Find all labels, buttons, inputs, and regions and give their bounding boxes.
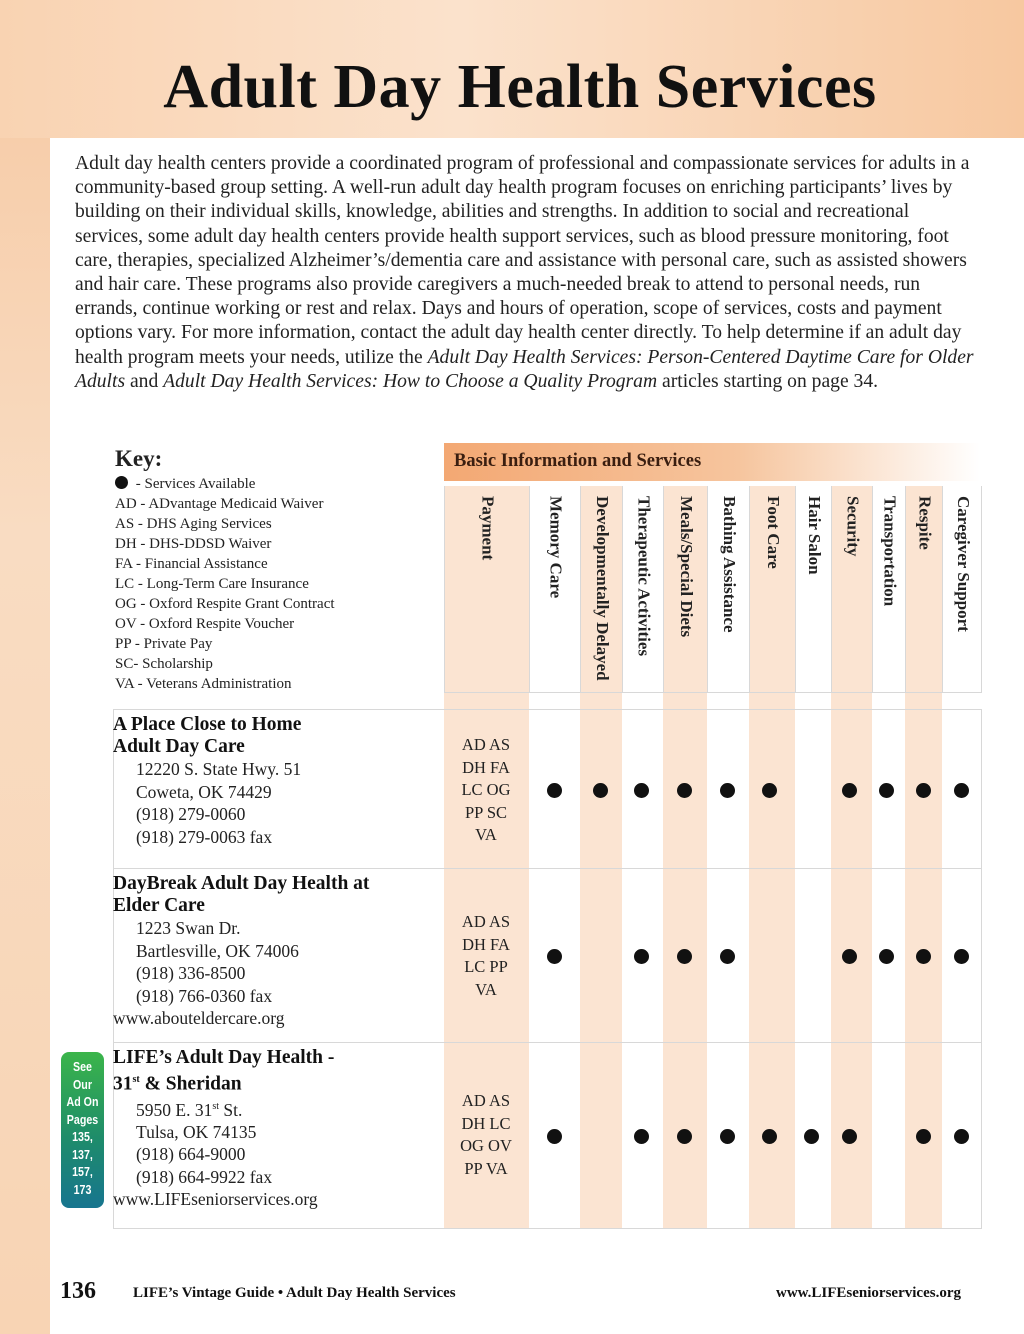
- key-item: PP - Private Pay: [115, 636, 213, 652]
- listing-name: Adult Day Care: [113, 736, 245, 757]
- column-header-label: Therapeutic Activities: [634, 496, 654, 657]
- service-available-dot: [954, 783, 969, 798]
- listing-name: LIFE’s Adult Day Health -: [113, 1047, 335, 1068]
- key-bullet-item: [115, 474, 435, 494]
- listing-website: www.abouteldercare.org: [113, 1008, 285, 1028]
- intro-paragraph: [75, 152, 975, 394]
- listing-entry: [113, 873, 443, 1030]
- column-header-payment: [444, 486, 530, 692]
- service-available-dot: [842, 783, 857, 798]
- column-header-bathing-assistance: [707, 486, 750, 692]
- badge-line: See: [73, 1059, 92, 1074]
- footer-url: www.LIFEseniorservices.org: [776, 1285, 961, 1301]
- service-available-dot: [634, 949, 649, 964]
- payment-codes: [444, 734, 528, 847]
- listing-address-line: 12220 S. State Hwy. 51: [136, 759, 302, 779]
- payment-code-line: LC OG: [461, 780, 511, 799]
- row-divider: [113, 1042, 982, 1043]
- payment-code-line: DH FA: [462, 757, 510, 777]
- service-available-dot: [634, 783, 649, 798]
- page-title: Adult Day Health Services: [163, 53, 877, 121]
- service-available-dot: [842, 1129, 857, 1144]
- payment-code-line: AD AS: [461, 912, 511, 931]
- payment-code-line: AD AS: [461, 1091, 511, 1110]
- key-bullet-label: - Services Available: [132, 476, 256, 492]
- payment-code-line: AD AS: [461, 735, 511, 754]
- service-available-dot: [879, 949, 894, 964]
- service-available-dot: [762, 1129, 777, 1144]
- article-title-2: Adult Day Health Services: How to Choose a Quality Program: [163, 370, 658, 392]
- service-available-dot: [954, 949, 969, 964]
- table-header-title: Basic Information and Services: [454, 451, 702, 471]
- service-available-dot: [762, 783, 777, 798]
- column-header-hair-salon: [795, 486, 832, 692]
- listing-name: A Place Close to Home: [113, 714, 302, 735]
- payment-code-line: LC PP: [464, 957, 508, 976]
- payment-code-line: DH LC: [461, 1113, 511, 1133]
- service-available-dot: [916, 783, 931, 798]
- payment-code-line: DH FA: [462, 934, 510, 954]
- service-available-dot: [720, 1129, 735, 1144]
- listing-entry: [113, 1047, 443, 1211]
- bullet-icon: [115, 476, 128, 489]
- table-grid-line: [113, 709, 982, 710]
- ordinal-suffix: st: [212, 1100, 219, 1112]
- column-header-label: Payment: [478, 496, 498, 561]
- column-header-label: Respite: [915, 496, 935, 550]
- table-grid-line: [981, 709, 982, 1228]
- service-available-dot: [954, 1129, 969, 1144]
- key-item: LC - Long-Term Care Insurance: [115, 576, 309, 592]
- column-header-label: Bathing Assistance: [720, 496, 739, 633]
- badge-line: 157,: [72, 1164, 93, 1179]
- key-item: OV - Oxford Respite Voucher: [115, 616, 295, 632]
- left-decorative-band: [0, 0, 50, 1334]
- key-item: FA - Financial Assistance: [115, 556, 268, 572]
- listing-address-line: 5950 E. 31st St.: [136, 1099, 243, 1120]
- table-header-band: [444, 443, 980, 481]
- listing-name: DayBreak Adult Day Health at: [113, 873, 370, 894]
- page-number: 136: [60, 1278, 96, 1304]
- service-available-dot: [547, 783, 562, 798]
- column-header-transportation: [872, 486, 906, 692]
- service-available-dot: [720, 783, 735, 798]
- service-available-dot: [677, 1129, 692, 1144]
- service-available-dot: [804, 1129, 819, 1144]
- column-header-therapeutic-activities: [622, 486, 664, 692]
- intro-text-2: and: [125, 370, 164, 392]
- column-header-label: Developmentally Delayed: [593, 496, 612, 681]
- badge-line: Our: [73, 1076, 92, 1092]
- payment-code-line: VA: [475, 825, 497, 844]
- listing-address-line: (918) 664-9000: [136, 1144, 246, 1165]
- listing-address-line: (918) 766-0360 fax: [136, 985, 273, 1006]
- key-legend: [115, 446, 435, 694]
- row-divider: [113, 1228, 982, 1229]
- column-header-caregiver-support: [942, 486, 983, 692]
- service-available-dot: [593, 783, 608, 798]
- badge-line: 173: [73, 1181, 92, 1197]
- footer-guide-title: LIFE’s Vintage Guide • Adult Day Health Services: [133, 1285, 456, 1301]
- column-header-label: Transportation: [880, 496, 900, 607]
- listing-address-line: (918) 279-0063 fax: [136, 826, 273, 847]
- column-header-label: Caregiver Support: [954, 496, 973, 632]
- column-header-label: Hair Salon: [805, 496, 824, 575]
- intro-text-1: Adult day health centers provide a coordinated program of professional and compassionate services for adults in a community-based group setting. A well-run adult day health program focuses on enriching participants’ lives by building on their individual skills, knowledge, abilities and strengths. In addition to social and recreational services, some adult day health centers provide health support services, such as blood pressure monitoring, foot care, therapies, specialized Alzheimer’s/dementia care and assistance with personal care, such as assisted showers and hair care. These programs also provide caregivers a much-needed break to attend to personal needs, run errands, continue working or rest and relax. Days and hours of operation, scope of services, costs and payment options vary. For more information, contact the adult day health center directly. To help determine if an adult day health program meets your needs, utilize the: [75, 153, 970, 368]
- badge-line: Ad On: [66, 1094, 99, 1109]
- listing-name: Elder Care: [113, 895, 205, 916]
- listing-address-line: Coweta, OK 74429: [136, 781, 272, 802]
- column-header-label: Meals/Special Diets: [677, 496, 696, 638]
- payment-code-line: PP VA: [464, 1158, 508, 1178]
- key-item: AD - ADvantage Medicaid Waiver: [115, 496, 324, 512]
- article-title-1: Adult Day Health Services: Person-Centered Daytime Care for Older Adults: [75, 346, 974, 392]
- listing-website: www.LIFEseniorservices.org: [113, 1189, 318, 1210]
- badge-line: 135,: [72, 1129, 93, 1144]
- listing-address-line: Tulsa, OK 74135: [136, 1121, 257, 1142]
- key-item: VA - Veterans Administration: [115, 676, 292, 692]
- service-available-dot: [720, 949, 735, 964]
- key-item: AS - DHS Aging Services: [115, 516, 272, 532]
- intro-text-3: articles starting on page 34.: [657, 370, 879, 392]
- service-available-dot: [677, 949, 692, 964]
- table-grid-line: [444, 692, 982, 693]
- column-header-label: Memory Care: [546, 496, 566, 599]
- listing-name: 31st & Sheridan: [113, 1073, 242, 1095]
- column-header-respite: [905, 486, 943, 692]
- listing-address-line: Bartlesville, OK 74006: [136, 940, 299, 961]
- payment-codes: [444, 1090, 528, 1180]
- payment-code-line: PP SC: [464, 802, 508, 822]
- service-available-dot: [547, 1129, 562, 1144]
- column-header-security: [831, 486, 873, 692]
- service-available-dot: [547, 949, 562, 964]
- row-divider: [113, 868, 982, 869]
- service-available-dot: [916, 1129, 931, 1144]
- service-available-dot: [677, 783, 692, 798]
- listing-address-line: (918) 664-9922 fax: [136, 1166, 273, 1187]
- listing-entry: [113, 714, 443, 848]
- column-header-meals-special-diets: [663, 486, 708, 692]
- column-header-label: Security: [843, 496, 863, 557]
- table-grid-line: [981, 486, 982, 692]
- column-header-foot-care: [749, 486, 796, 692]
- column-header-label: Foot Care: [764, 496, 783, 569]
- key-item: SC- Scholarship: [115, 656, 213, 672]
- key-title: Key:: [115, 446, 163, 471]
- payment-code-line: OG OV: [460, 1136, 512, 1155]
- listing-address-line: (918) 336-8500: [136, 963, 246, 983]
- column-header-memory-care: [529, 486, 581, 692]
- key-items: [115, 494, 435, 694]
- payment-code-line: VA: [475, 979, 497, 999]
- listing-address-line: (918) 279-0060: [136, 804, 246, 824]
- column-header-developmentally-delayed: [580, 486, 623, 692]
- service-available-dot: [842, 949, 857, 964]
- service-available-dot: [634, 1129, 649, 1144]
- payment-codes: [444, 911, 528, 1001]
- see-our-ad-badge: [61, 1052, 104, 1208]
- badge-line: Pages: [66, 1111, 99, 1127]
- listing-address-line: 1223 Swan Dr.: [136, 918, 241, 938]
- key-item: OG - Oxford Respite Grant Contract: [115, 596, 335, 612]
- service-available-dot: [916, 949, 931, 964]
- key-item: DH - DHS-DDSD Waiver: [115, 536, 272, 552]
- badge-line: 137,: [72, 1146, 93, 1162]
- ordinal-suffix: st: [132, 1074, 140, 1085]
- service-available-dot: [879, 783, 894, 798]
